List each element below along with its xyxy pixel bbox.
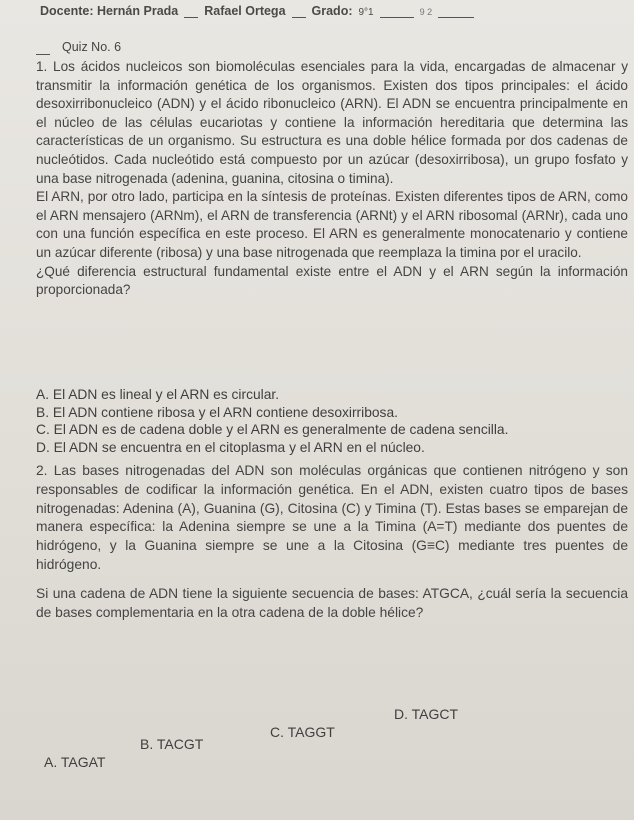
- q2-option-b[interactable]: B. TACGT: [140, 736, 204, 752]
- q1-option-a[interactable]: A. El ADN es lineal y el ARN es circular.: [36, 387, 280, 402]
- q2-option-d[interactable]: D. TAGCT: [394, 706, 459, 722]
- q2-question: Si una cadena de ADN tiene la siguiente secuencia de bases: ATGCA, ¿cuál sería la secuencia de bases complementaria en la otra cadena de la doble hélice?: [36, 585, 628, 620]
- quiz-title: Quiz No. 6: [62, 40, 122, 54]
- q2-passage: [36, 462, 628, 622]
- blank-line: [292, 17, 306, 18]
- q1-paragraph: 1. Los ácidos nucleicos son biomoléculas esenciales para la vida, encargadas de almacenar y transmitir la información genética de los organismos. Existen dos tipos principales: el ácido desoxirribonucleico (ADN) y el ácido ribonucleico (ARN). El ADN se encuentra principalmente en el núcleo de las células eucariotas y contiene la información hereditaria que determina las características de un organismo. Su estructura es una doble hélice formada por dos cadenas de nucleótidos. Cada nucleótido está compuesto por un azúcar (desoxirribosa), un grupo fosfato y una base nitrogenada (adenina, guanina, citosina o timina).: [36, 59, 628, 186]
- blank-line: [184, 17, 198, 18]
- q1-option-d[interactable]: D. El ADN se encuentra en el citoplasma y el ARN en el núcleo.: [36, 439, 425, 455]
- q1-question: ¿Qué diferencia estructural fundamental existe entre el ADN y el ARN según la información proporcionada?: [36, 263, 628, 298]
- grado-label: Grado:: [311, 4, 353, 18]
- q1-paragraph2: El ARN, por otro lado, participa en la síntesis de proteínas. Existen diferentes tipos de ARN, como el ARN mensajero (ARNm), el ARN de transferencia (ARNt) y el ARN ribosomal (ARNr), cada uno con una función específica en este proceso. El ARN es generalmente monocatenario y contiene un azúcar diferente (ribosa) y una base nitrogenada que reemplaza la timina por el uracilo.: [36, 189, 628, 260]
- q1-option-c[interactable]: C. El ADN es de cadena doble y el ARN es generalmente de cadena sencilla.: [36, 422, 509, 437]
- extra-grado: 9 2: [419, 7, 433, 17]
- q1-option-b[interactable]: B. El ADN contiene ribosa y el ARN contiene desoxirribosa.: [36, 404, 398, 420]
- q1-options: [36, 386, 628, 456]
- teacher2: Rafael Ortega: [204, 4, 286, 18]
- q1-passage: [36, 58, 628, 300]
- grado-value: 9°1: [358, 7, 374, 18]
- blank-line: [438, 17, 474, 18]
- quiz-dash: [36, 54, 50, 55]
- header: [40, 4, 480, 18]
- q2-option-c[interactable]: C. TAGGT: [270, 724, 335, 740]
- q2-paragraph: 2. Las bases nitrogenadas del ADN son moléculas orgánicas que contienen nitrógeno y son responsables de codificar la información genética. En el ADN, existen cuatro tipos de bases nitrogenadas: Adenina (A), Guanina (G), Citosina (C) y Timina (T). Estas bases se emparejan de manera específica: la Adenina siempre se une a la Timina (A=T) mediante dos puentes de hidrógeno, y la Guanina siempre se une a la Citosina (G≡C) mediante tres puentes de hidrógeno.: [36, 463, 628, 572]
- docente-label: Docente: Hernán Prada: [40, 4, 179, 18]
- q2-option-a[interactable]: A. TAGAT: [44, 754, 106, 770]
- blank-line: [380, 17, 414, 18]
